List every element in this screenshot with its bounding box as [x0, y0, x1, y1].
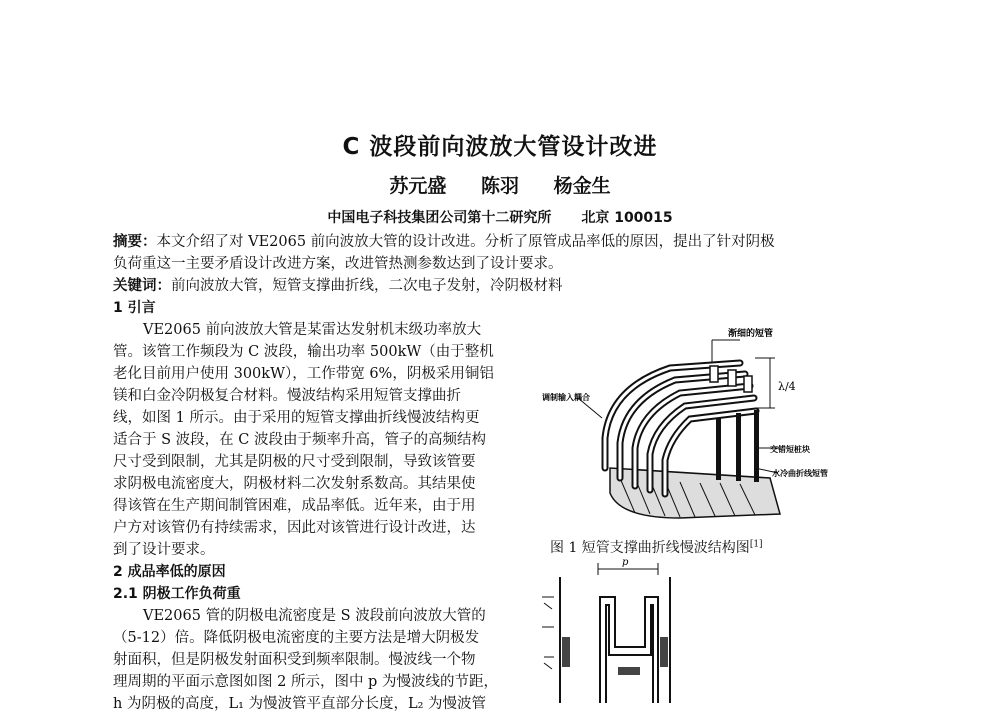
body-line: 老化目前用户使用 300kW），工作带宽 6%，阴极采用铜铝 [113, 366, 494, 382]
figure-label-stub-block: 交错短桩块 [770, 444, 810, 454]
body-line: 镁和白金冷阴极复合材料。慢波结构采用短管支撑曲折 [113, 388, 461, 404]
figure-label-fraction: λ/4 [778, 380, 796, 393]
section-heading: 1 引言 [113, 300, 156, 316]
author-name: 陈羽 [480, 175, 519, 197]
body-line: 求阴极电流密度大，阴极材料二次发射系数高。其结果使 [113, 476, 476, 492]
affiliation-org: 中国电子科技集团公司第十二研究所 [327, 210, 552, 226]
paper-title: C 波段前向波放大管设计改进 [342, 134, 658, 160]
body-line: 到了设计要求。 [113, 542, 215, 558]
author-name: 杨金生 [553, 175, 611, 197]
body-line: h 为阴极的高度，L₁ 为慢波管平直部分长度，L₂ 为慢波管 [113, 696, 487, 712]
body-line: 管。该管工作频段为 C 波段，输出功率 500kW（由于整机 [113, 344, 494, 360]
affiliation [0, 207, 1000, 227]
body-line: 户方对该管仍有持续需求，因此对该管进行设计改进，达 [113, 520, 476, 536]
affiliation-city: 北京 100015 [581, 210, 673, 226]
figure-label-tapered-tube: 渐细的短管 [728, 329, 774, 339]
body-line: 射面积，但是阴极发射面积受到频率限制。慢波线一个物 [113, 652, 476, 668]
author-list [0, 171, 1000, 198]
body-line: （5-12）倍。降低阴极电流密度的主要方法是增大阴极发 [113, 630, 480, 646]
body-line: 适合于 S 波段，在 C 波段由于频率升高，管子的高频结构 [113, 432, 486, 448]
figure-1-caption [550, 537, 763, 557]
figure-1-slow-wave-structure [540, 318, 840, 533]
body-line: 理周期的平面示意图如图 2 所示，图中 p 为慢波线的节距， [113, 674, 498, 690]
figure-label-p: p [622, 557, 629, 568]
body-line: 线，如图 1 所示。由于采用的短管支撑曲折线慢波结构更 [113, 410, 480, 426]
body-line: VE2065 管的阴极电流密度是 S 波段前向波放大管的 [143, 608, 486, 624]
caption-text: 图 1 短管支撑曲折线慢波结构图 [550, 540, 750, 556]
keywords [113, 275, 858, 297]
figure-label-input-coupling: 调制输入耦合 [542, 392, 590, 402]
citation-ref: [1] [749, 539, 763, 550]
abstract-text: 负荷重这一主要矛盾设计改进方案，改进管热测参数达到了设计要求。 [113, 256, 563, 272]
figure-2-period-diagram [540, 557, 690, 703]
figure-label-cooled-tube: 水冷曲折线短管 [772, 468, 828, 478]
subsection-heading: 2.1 阴极工作负荷重 [113, 586, 241, 602]
author-name: 苏元盛 [389, 175, 447, 197]
keywords-label: 关键词： [113, 278, 171, 294]
body-line: VE2065 前向波放大管是某雷达发射机末级功率放大 [143, 322, 482, 338]
body-column-left [113, 297, 525, 715]
abstract-text: 本文介绍了对 VE2065 前向波放大管的设计改进。分析了原管成品率低的原因，提出了针对阴极 [156, 234, 775, 250]
section-heading: 2 成品率低的原因 [113, 564, 226, 580]
abstract-label: 摘要： [113, 234, 157, 250]
keywords-text: 前向波放大管，短管支撑曲折线，二次电子发射，冷阴极材料 [171, 278, 563, 294]
body-line: 得该管在生产期间制管困难，成品率低。近年来，由于用 [113, 498, 476, 514]
body-line: 尺寸受到限制，尤其是阴极的尺寸受到限制，导致该管要 [113, 454, 476, 470]
abstract [113, 231, 858, 275]
